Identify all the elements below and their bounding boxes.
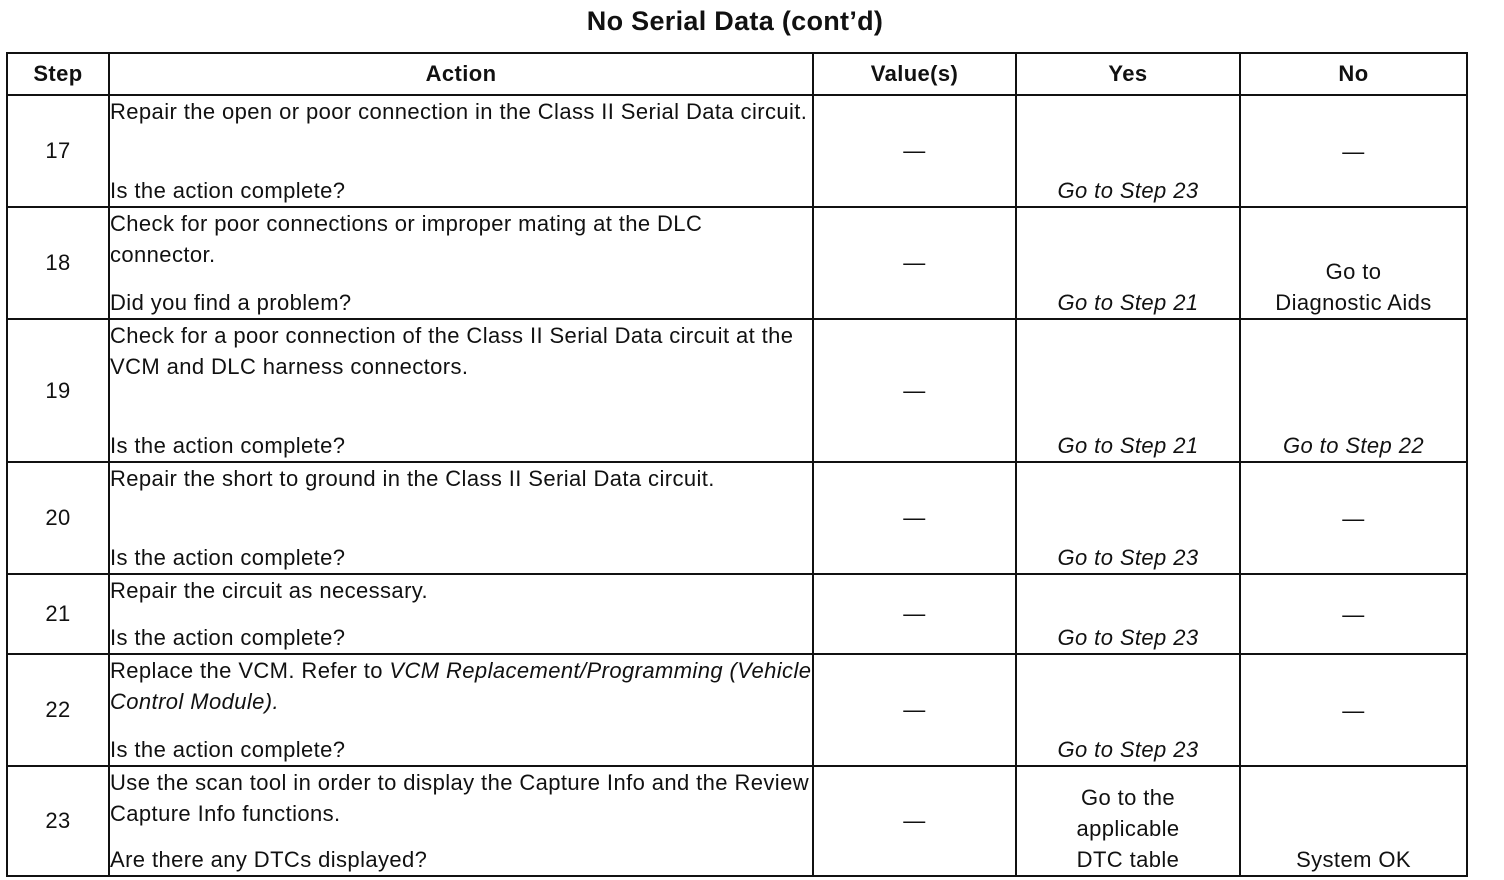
no-result-line: Diagnostic Aids: [1275, 290, 1432, 315]
step-number: 19: [7, 319, 109, 462]
page-title: No Serial Data (cont’d): [586, 6, 884, 36]
yes-result: Go to Step 23: [1016, 462, 1240, 574]
yes-result: Go to Step 23: [1016, 574, 1240, 654]
action-question: Is the action complete?: [110, 737, 346, 762]
column-header-action: Action: [109, 53, 813, 95]
no-result-line: Go to: [1325, 259, 1382, 284]
column-header-no: No: [1240, 53, 1467, 95]
action-text: [110, 655, 812, 717]
yes-result-line: DTC table: [1076, 847, 1180, 872]
yes-result-line: Go to the: [1080, 785, 1176, 810]
step-number: 21: [7, 574, 109, 654]
step-number: 22: [7, 654, 109, 766]
action-cell: [109, 319, 813, 462]
step-number: 17: [7, 95, 109, 207]
action-question: Did you find a problem?: [110, 290, 352, 315]
action-question: Are there any DTCs displayed?: [110, 847, 428, 872]
value-cell: —: [813, 95, 1016, 207]
step-number: 20: [7, 462, 109, 574]
action-cell: [109, 95, 813, 207]
column-header-yes: Yes: [1016, 53, 1240, 95]
table-row: [7, 462, 1467, 574]
no-result: —: [1240, 462, 1467, 574]
value-cell: —: [813, 766, 1016, 876]
action-text: Check for poor connections or improper mating at the DLC connector.: [110, 211, 703, 267]
action-cell: [109, 766, 813, 876]
action-text: Check for a poor connection of the Class II Serial Data circuit at the VCM and DLC harness connectors.: [110, 323, 794, 379]
value-cell: —: [813, 462, 1016, 574]
table-row: [7, 574, 1467, 654]
value-cell: —: [813, 319, 1016, 462]
no-result: Go to Step 22: [1240, 319, 1467, 462]
table-row: [7, 654, 1467, 766]
no-result: —: [1240, 574, 1467, 654]
value-cell: —: [813, 574, 1016, 654]
yes-result-line: applicable: [1076, 816, 1180, 841]
yes-result: Go to Step 23: [1016, 654, 1240, 766]
column-header-step: Step: [7, 53, 109, 95]
value-cell: —: [813, 654, 1016, 766]
table-header-row: [7, 53, 1467, 95]
action-text: Repair the open or poor connection in the Class II Serial Data circuit.: [110, 99, 808, 124]
action-question: Is the action complete?: [110, 625, 346, 650]
value-cell: —: [813, 207, 1016, 319]
action-question: Is the action complete?: [110, 178, 346, 203]
action-text: Use the scan tool in order to display the Capture Info and the Review Capture Info functions.: [110, 770, 809, 826]
yes-result: Go to Step 23: [1016, 95, 1240, 207]
no-result: System OK: [1240, 766, 1467, 876]
no-result: [1240, 207, 1467, 319]
table-row: [7, 95, 1467, 207]
table-row: [7, 766, 1467, 876]
table-row: [7, 319, 1467, 462]
step-number: 18: [7, 207, 109, 319]
action-question: Is the action complete?: [110, 545, 346, 570]
action-question: Is the action complete?: [110, 433, 346, 458]
service-reference: VCM Replacement/Programming (Vehicle Control Module).: [110, 658, 812, 714]
action-cell: [109, 654, 813, 766]
action-cell: [109, 574, 813, 654]
action-cell: [109, 462, 813, 574]
yes-result: Go to Step 21: [1016, 319, 1240, 462]
column-header-values: Value(s): [813, 53, 1016, 95]
yes-result: [1016, 766, 1240, 876]
no-result: —: [1240, 654, 1467, 766]
table-row: [7, 207, 1467, 319]
action-text-prefix: Replace the VCM. Refer to: [110, 658, 390, 683]
action-cell: [109, 207, 813, 319]
yes-result: Go to Step 21: [1016, 207, 1240, 319]
action-text: Repair the circuit as necessary.: [110, 578, 429, 603]
no-result: —: [1240, 95, 1467, 207]
action-text: Repair the short to ground in the Class II Serial Data circuit.: [110, 466, 715, 491]
step-number: 23: [7, 766, 109, 876]
diagnostic-table: [6, 52, 1468, 877]
